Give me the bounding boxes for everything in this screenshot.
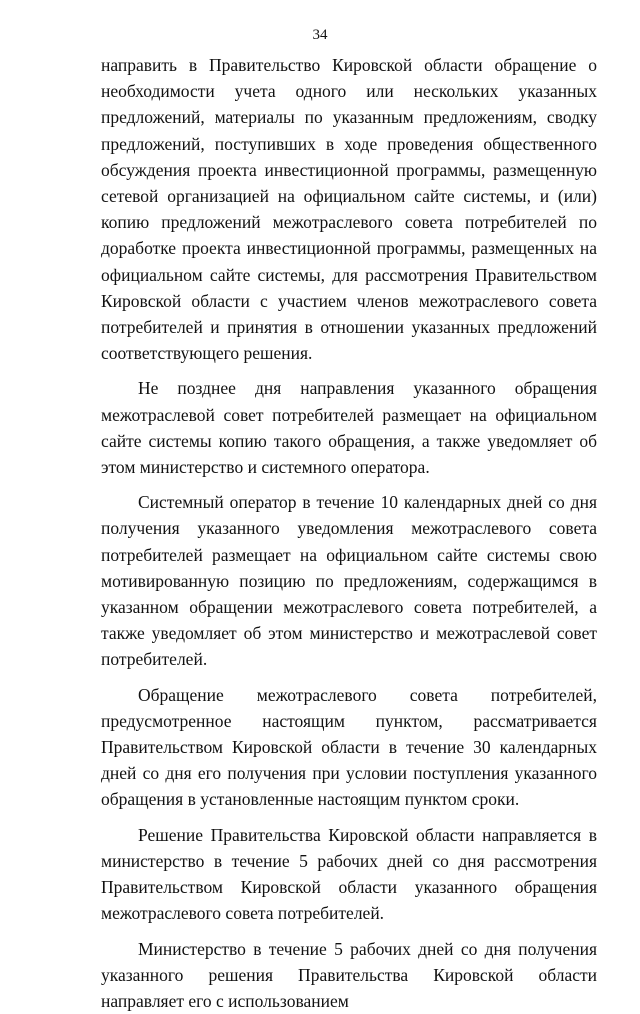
document-body (101, 52, 597, 1014)
paragraph-5: Решение Правительства Кировской области направляется в министерство в течение 5 рабочих дней со дня рассмотрения Правительством Кировской области указанного обращения межотраслевого совета потребителей. (101, 822, 597, 927)
paragraph-2: Не позднее дня направления указанного обращения межотраслевой совет потребителей размещает на официальном сайте системы копию такого обращения, а также уведомляет об этом министерство и системного оператора. (101, 375, 597, 480)
paragraph-3: Системный оператор в течение 10 календарных дней со дня получения указанного уведомления межотраслевого совета потребителей размещает на официальном сайте системы свою мотивированную позицию по предложениям, содержащимся в указанном обращении межотраслевого совета потребителей, а также уведомляет об этом министерство и межотраслевой совет потребителей. (101, 489, 597, 672)
paragraph-1: направить в Правительство Кировской области обращение о необходимости учета одного или нескольких указанных предложений, материалы по указанным предложениям, сводку предложений, поступивших в ходе проведения общественного обсуждения проекта инвестиционной программы, размещенную сетевой организацией на официальном сайте системы, и (или) копию предложений межотраслевого совета потребителей по доработке проекта инвестиционной программы, размещенных на официальном сайте системы, для рассмотрения Правительством Кировской области с участием членов межотраслевого совета потребителей и принятия в отношении указанных предложений соответствующего решения. (101, 52, 597, 366)
page-number: 34 (0, 27, 640, 44)
paragraph-6: Министерство в течение 5 рабочих дней со дня получения указанного решения Правительства Кировской области направляет его с использованием (101, 936, 597, 1014)
paragraph-4: Обращение межотраслевого совета потребителей, предусмотренное настоящим пунктом, рассматривается Правительством Кировской области в течение 30 календарных дней со дня его получения при условии поступления указанного обращения в установленные настоящим пунктом сроки. (101, 682, 597, 813)
